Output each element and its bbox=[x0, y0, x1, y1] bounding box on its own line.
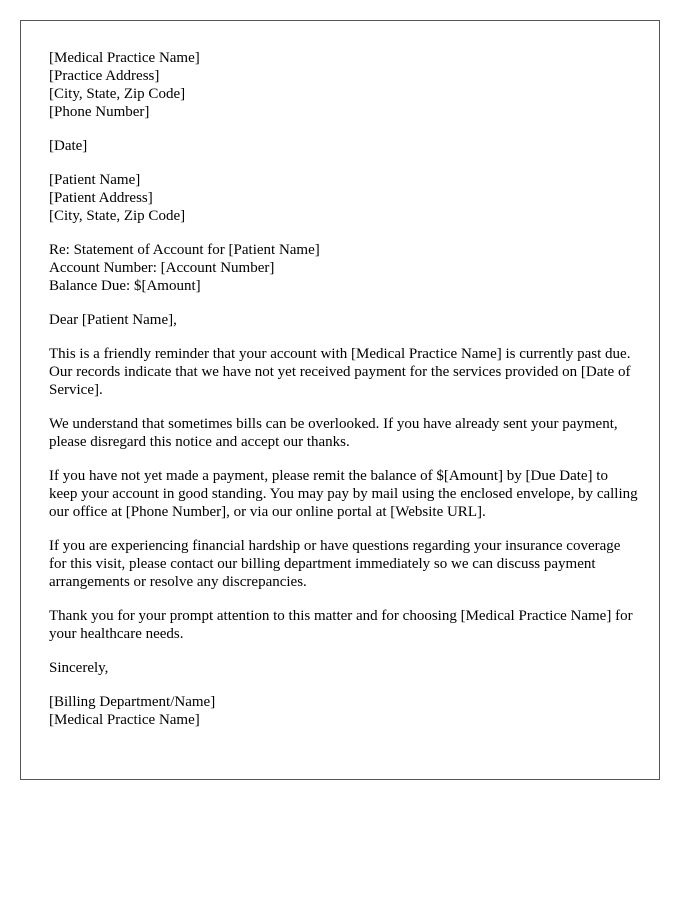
letter-body bbox=[49, 49, 639, 745]
sender-address: [Practice Address] bbox=[49, 68, 160, 84]
sender-block bbox=[49, 49, 639, 121]
sender-practice-name: [Medical Practice Name] bbox=[49, 50, 200, 66]
recipient-city-state-zip: [City, State, Zip Code] bbox=[49, 208, 186, 224]
sender-city-state-zip: [City, State, Zip Code] bbox=[49, 86, 186, 102]
paragraph-payment-options: If you have not yet made a payment, please remit the balance of $[Amount] by [Due Date] to keep your account in good standing. You may pay by mail using the enclosed envelope, by calling our office at [Phone Number], or via our online portal at [Website URL]. bbox=[49, 468, 638, 520]
recipient-address: [Patient Address] bbox=[49, 190, 153, 206]
paragraph-reminder: This is a friendly reminder that your account with [Medical Practice Name] is currently past due. Our records indicate that we have not yet received payment for the services provided on [Date of Service]. bbox=[49, 346, 631, 398]
recipient-block bbox=[49, 171, 639, 225]
balance-due-line: Balance Due: $[Amount] bbox=[49, 278, 201, 294]
letter-date: [Date] bbox=[49, 138, 88, 154]
reference-block bbox=[49, 241, 639, 295]
re-line: Re: Statement of Account for [Patient Name] bbox=[49, 242, 320, 258]
salutation-block bbox=[49, 311, 639, 329]
date-block bbox=[49, 137, 639, 155]
account-number-line: Account Number: [Account Number] bbox=[49, 260, 275, 276]
paragraph-overlooked: We understand that sometimes bills can be overlooked. If you have already sent your payment, please disregard this notice and accept our thanks. bbox=[49, 416, 618, 450]
closing: Sincerely, bbox=[49, 660, 109, 676]
letter-page bbox=[20, 20, 660, 780]
signature-practice-name: [Medical Practice Name] bbox=[49, 712, 200, 728]
recipient-name: [Patient Name] bbox=[49, 172, 141, 188]
salutation: Dear [Patient Name], bbox=[49, 312, 177, 328]
signature-block bbox=[49, 693, 639, 729]
paragraph-hardship: If you are experiencing financial hardship or have questions regarding your insurance coverage for this visit, please contact our billing department immediately so we can discuss payment arrangements or resolve any discrepancies. bbox=[49, 538, 621, 590]
paragraph-thanks: Thank you for your prompt attention to this matter and for choosing [Medical Practice Name] for your healthcare needs. bbox=[49, 608, 633, 642]
closing-block bbox=[49, 659, 639, 677]
sender-phone: [Phone Number] bbox=[49, 104, 150, 120]
signature-name: [Billing Department/Name] bbox=[49, 694, 216, 710]
